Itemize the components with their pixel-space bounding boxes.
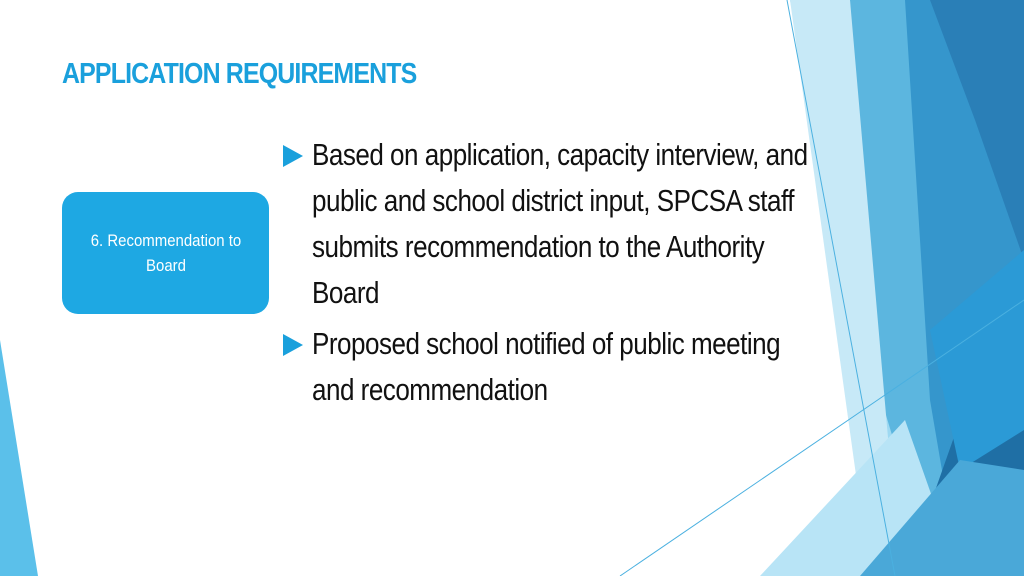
triangle-bullet-icon (283, 334, 303, 356)
slide-title: APPLICATION REQUIREMENTS (62, 58, 417, 90)
bullet-item (280, 132, 825, 316)
left-edge-shape (0, 340, 38, 576)
triangle-bullet-icon (283, 145, 303, 167)
step-box (62, 192, 269, 314)
bullet-text: Proposed school notified of public meeting and recommendation (312, 326, 781, 407)
bullet-list (280, 132, 825, 418)
bullet-text: Based on application, capacity interview, and public and school district input, SPCSA staff submits recommendation to the Authority Board (312, 137, 808, 310)
step-label: 6. Recommendation to Board (90, 231, 241, 275)
bullet-item (280, 321, 825, 413)
